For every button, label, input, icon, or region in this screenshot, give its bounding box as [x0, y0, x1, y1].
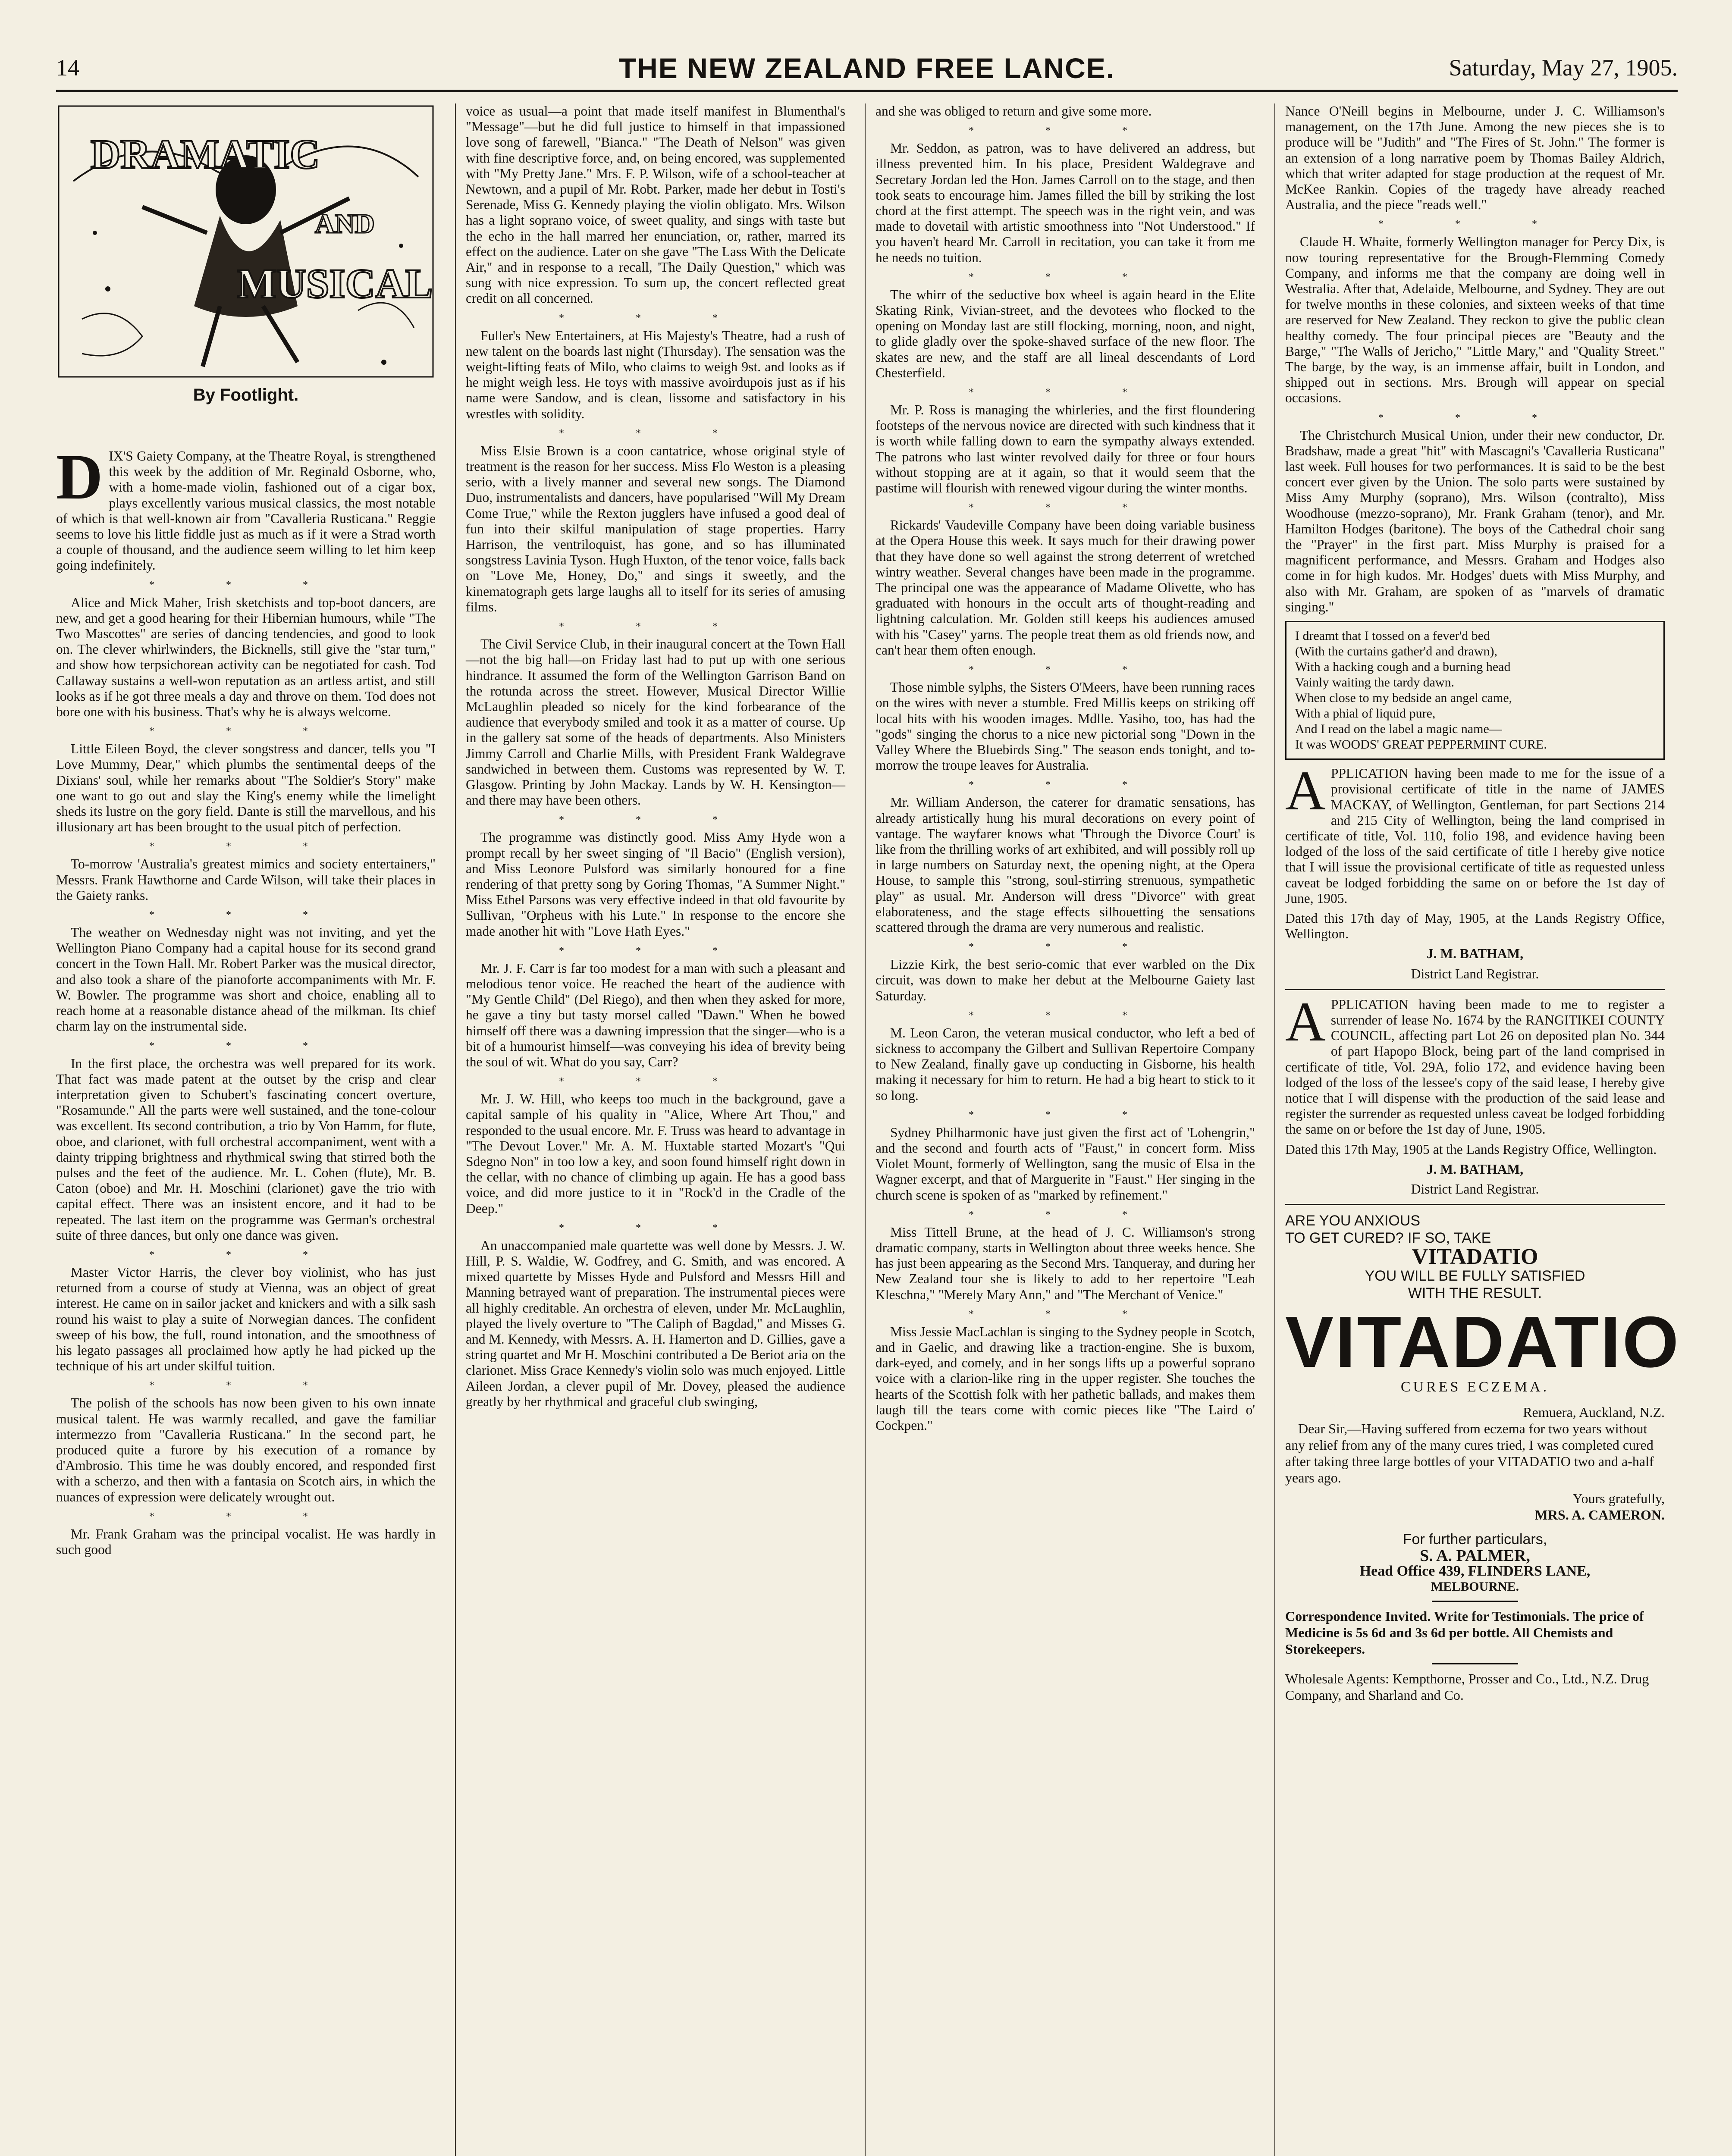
article-paragraph: Mr. J. W. Hill, who keeps too much in the background, gave a capital sample of his quality in "Alice, Where Art Thou," and responded to the usual encore. Mr. F. Truss was heard to advantage in "The Devout Lover." Mr. A. M. Huxtable started Mozart's "Qui Sdegno Non" in too low a key, and soon found himself right down in the cellar, with no chance of climbing up again. He has a good bass voice, and did more justice to it in "Rock'd in the Cradle of the Deep."	[466, 1091, 845, 1216]
article-paragraph: Mr. P. Ross is managing the whirleries, and the first floundering footsteps of the nervous novice are directed with such kindness that it is worth while falling down to earn the sympathy always extended. The patrons who last winter revolved daily for three or four hours without stopping are at it again, so that it would seem that the pastime will flourish with renewed vigour during the winter months.	[875, 402, 1255, 496]
ad-city: MELBOURNE.	[1431, 1579, 1519, 1594]
section-separator: * * *	[149, 579, 342, 591]
drop-cap: D	[56, 441, 103, 513]
ad-agent: S. A. PALMER,	[1420, 1546, 1530, 1565]
section-separator: * * *	[149, 1380, 342, 1391]
poem-line: It was WOODS' GREAT PEPPERMINT CURE.	[1295, 737, 1547, 752]
section-separator: * * *	[969, 387, 1162, 398]
article-paragraph: Nance O'Neill begins in Melbourne, under J. C. Williamson's management, on the 17th June. Among the new pieces she is to produce will be "Judith" and "The Fires of St. John." The former is an extension of a long narrative poem by Thomas Bailey Aldrich, which that writer adapted for stage production at the request of Mr. McKee Rankin. Copies of the tragedy have already reached Australia, and the piece "reads well."	[1285, 103, 1665, 213]
section-separator: * * *	[149, 1040, 342, 1052]
column-divider	[1274, 103, 1275, 2156]
divider	[1432, 1601, 1518, 1602]
section-separator: * * *	[969, 271, 1162, 283]
section-separator: * * *	[559, 1222, 752, 1234]
ad-correspondence: Correspondence Invited. Write for Testimonials. The price of Medicine is 5s 6d and 3s 6d per bottle. All Chemists and Storekeepers.	[1285, 1608, 1644, 1657]
notice-drop-cap: A	[1285, 990, 1326, 1053]
section-separator: * * *	[559, 427, 752, 439]
article-paragraph: Lizzie Kirk, the best serio-comic that ever warbled on the Dix circuit, was down to make her debut at the Melbourne Gaiety last Saturday.	[875, 957, 1255, 1003]
article-paragraph: In the first place, the orchestra was well prepared for its work. That fact was made patent at the outset by the crisp and clear interpretation given to Schubert's fascinating concert overture, "Rosamunde." All the parts were well sustained, and the tone-colour was excellent. Its second contribution, a trio by Von Hamm, for flute, oboe, and clarionet, with full orchestral accompaniment, went with a dainty tripping brightness and rhythmical swing that stirred both the pulses and the feet of the audience. Mr. L. Cohen (flute), Mr. B. Caton (oboe) and Mr. H. Moschini (clarionet) gave the trio with capital effect. There was an insistent encore, and it had to be repeated. The last item on the programme was German's orchestral suite of three dances, but only one dance was given.	[56, 1056, 436, 1243]
ad-particulars: For further particulars,	[1403, 1531, 1547, 1548]
article-paragraph: Miss Jessie MacLachlan is singing to the Sydney people in Scotch, and in Gaelic, and drawing like a traction-engine. She is buxom, dark-eyed, and comely, and in her songs lifts up a powerful soprano voice with a clarion-like ring in the upper register. She touches the hearts of the Scottish folk with her pathetic ballads, and makes them laugh till the tears come with comic pieces like "The Laird o' Cockpen."	[875, 1324, 1255, 1433]
section-separator: * * *	[1378, 219, 1572, 230]
section-separator: * * *	[969, 779, 1162, 791]
notice-dated: Dated this 17th day of May, 1905, at the Lands Registry Office, Wellington.	[1285, 910, 1665, 942]
land-registry-notice	[1285, 760, 1665, 982]
article-paragraph: Mr. Frank Graham was the principal vocalist. He was hardly in such good	[56, 1526, 436, 1557]
article-paragraph: Claude H. Whaite, formerly Wellington manager for Percy Dix, is now touring representative for the Brough-Flemming Comedy Company, and informs me that the company are doing well in Westralia. After that, Adelaide, Melbourne, and Sydney. They are out for twelve months in these colonies, and sixteen weeks of that time are reserved for New Zealand. They reckon to give the public clean healthy comedy. The four principal pieces are "Beauty and the Barge," "The Walls of Jericho," "Little Mary," and "Quality Street." The barge, by the way, is an immense affair, built in London, and shipped out in sections. Mrs. Brough will appear on special occasions.	[1285, 234, 1665, 406]
poem-line: (With the curtains gather'd and drawn),	[1295, 644, 1498, 659]
poem-line: Vainly waiting the tardy dawn.	[1295, 675, 1455, 690]
section-separator: * * *	[559, 621, 752, 633]
section-separator: * * *	[149, 909, 342, 921]
section-separator: * * *	[149, 1249, 342, 1260]
article-paragraph: The programme was distinctly good. Miss Amy Hyde won a prompt recall by her sweet singing of "Il Bacio" (English version), and Miss Leonore Pulsford was similarly honoured for a fine rendering of that pretty song by Goring Thomas, "A Summer Night." Miss Ethel Parsons was very effective indeed in that old favourite by Sullivan, "Orpheus with his Lute." In response to the encore she made another hit with "Love Hath Eyes."	[466, 830, 845, 939]
ad-cures: CURES ECZEMA.	[1400, 1379, 1550, 1395]
poem-line: When close to my bedside an angel came,	[1295, 691, 1512, 705]
notice-role: District Land Registrar.	[1411, 966, 1539, 981]
notice-signature: J. M. BATHAM,	[1426, 946, 1524, 962]
section-separator: * * *	[969, 125, 1162, 137]
section-separator: * * *	[149, 726, 342, 737]
article-paragraph: Alice and Mick Maher, Irish sketchists and top-boot dancers, are new, and get a good hearing for their Hibernian humours, while "The Two Mascottes" are series of dancing tendencies, and good to look on. The clever whirlwinders, the Bicknells, still give the "star turn," and show how terpsichorean activity can be negotiated for cash. Tod Callaway sustains a well-won reputation as an artless artist, and still looks as if he got three meals a day and throve on them. Tod does not bore one with his business. That's why he is always welcome.	[56, 595, 436, 720]
section-separator: * * *	[969, 502, 1162, 514]
section-separator: * * *	[559, 814, 752, 826]
article-paragraph: Mr. Seddon, as patron, was to have delivered an address, but illness prevented him. In his place, President Waldegrave and Secretary Jordan led the Hon. James Carroll on to the stage, and then took seats to encourage him. James filled the bill by striking the lost chord at the first attempt. The speech was in the right vein, and was made to dovetail with artistic smoothness into "Not Understood." If you haven't heard Mr. Carroll in recitation, you can take it from me he needs no tuition.	[875, 141, 1255, 265]
paper-name: THE NEW ZEALAND FREE LANCE.	[618, 52, 1115, 84]
column-2	[466, 103, 845, 1414]
logo-word-and: AND	[315, 208, 375, 239]
divider	[1285, 989, 1665, 990]
ad-brand-large: VITADATIO	[1285, 1301, 1681, 1383]
poem-line: And I read on the label a magic name—	[1295, 722, 1502, 736]
notice-signature: J. M. BATHAM,	[1426, 1161, 1524, 1177]
article-paragraph: The weather on Wednesday night was not inviting, and yet the Wellington Piano Company had a capital house for its second grand concert in the Town Hall. Mr. Robert Parker was the musical director, and also took a share of the pianoforte accompaniments with Mr. F. W. Bowler. The programme was short and choice, enabling all to reach home at a reasonable distance ahead of the milkman. Its chief charm lay on the instrumental side.	[56, 925, 436, 1034]
article-paragraph: Little Eileen Boyd, the clever songstress and dancer, tells you "I Love Mummy, Dear," which plumbs the sentimental deeps of the Dixians' soul, while her remarks about "The Soldier's Story" make one want to go out and slay the King's enemy while the limelight sheds its lustre on the gory field. Dante is still the marvellous, and his illusionary art has been brought to the usual pitch of perfection.	[56, 741, 436, 835]
notice-role: District Land Registrar.	[1411, 1181, 1539, 1197]
article-paragraph: M. Leon Caron, the veteran musical conductor, who left a bed of sickness to accompany the Gilbert and Sullivan Repertoire Company to New Zealand, finally gave up conducting in Gisborne, his health making it necessary for him to return. He had a big heart to stick to it so long.	[875, 1025, 1255, 1103]
section-separator: * * *	[969, 1209, 1162, 1220]
section-separator: * * *	[559, 945, 752, 956]
article-paragraph: voice as usual—a point that made itself manifest in Blumenthal's "Message"—but he did full justice to himself in that impassioned love song of farewell, "Bianca." "The Death of Nelson" was given with fine descriptive force, and, on being encored, was supplemented with "My Pretty Jane." Mrs. F. P. Wilson, wife of a school-teacher at Newtown, and a pupil of Mr. Robt. Parker, made her debut in Tosti's Serenade, Miss G. Kennedy playing the violin obligato. Mrs. Wilson has a light soprano voice, of sweet quality, and sings with taste but the echo in the hall marred her enunciation, or, rather, marred its effect on the audience. Later on she gave "The Lass With the Delicate Air," and in response to a recall, 'The Daily Question," which was sung with nice expression. To sum up, the concert reflected great credit on all concerned.	[466, 103, 845, 306]
section-separator: * * *	[1378, 412, 1572, 423]
section-separator: * * *	[969, 1308, 1162, 1320]
byline: By Footlight.	[193, 385, 299, 404]
article-paragraph: Rickards' Vaudeville Company have been doing variable business at the Opera House this week. It says much for their drawing power that they have done so well against the strong deterrent of wretched wintry weather. Several changes have been made in the programme. The principal one was the appearance of Madame Olivette, who has graduated with honours in the occult arts of thought-reading and lightning calculation. Mr. Golden still keeps his audiences amused with his "Casey" yarns. The people treat them as old friends now, and can't hear them often enough.	[875, 517, 1255, 658]
issue-date: Saturday, May 27, 1905.	[1449, 55, 1678, 81]
ad-line: WITH THE RESULT.	[1408, 1285, 1542, 1302]
article-paragraph: Miss Tittell Brune, at the head of J. C. Williamson's strong dramatic company, starts in Wellington about three weeks hence. She has just been appearing as the Second Mrs. Tanqueray, and during her New Zealand tour she is likely to add to her repertoire "Leah Kleschna," "Merely Mary Ann," and "The Merchant of Venice."	[875, 1224, 1255, 1302]
divider	[1285, 1204, 1665, 1205]
masthead	[56, 52, 1678, 86]
ad-testimonial	[1285, 1404, 1665, 1523]
vitadatio-advertisement	[1285, 1212, 1681, 1703]
ad-line: ARE YOU ANXIOUS	[1285, 1213, 1421, 1229]
testimonial-text: Dear Sir,—Having suffered from eczema for two years without any relief from any of the many cures tried, I was completed cured after taking three large bottles of your VITADATIO two and a-half years ago.	[1285, 1420, 1654, 1485]
dancer-illustration	[56, 103, 436, 379]
notice-dated: Dated this 17th May, 1905 at the Lands Registry Office, Wellington.	[1285, 1141, 1657, 1157]
article-paragraph: The polish of the schools has now been given to his own innate musical talent. He was warmly recalled, and gave the familiar intermezzo from "Cavalleria Rusticana." In the second part, he produced quite a furore by his execution of a romance by d'Ambrosio. This time he was doubly encored, and responded first with a scherzo, and then with a fantasia on Scotch airs, in which the nuances of expression were delicately wrought out.	[56, 1395, 436, 1504]
article-paragraph: Master Victor Harris, the clever boy violinist, who has just returned from a course of study at Vienna, was an object of great interest. He came on in sailor jacket and knickers and with a silk sash round his waist to play a suite of Norwegian dances. The confident sweep of his bow, the full, round intonation, and the smoothness of his legato passages all proclaimed how aptly he had picked up the technique of his art under skilful tuition.	[56, 1264, 436, 1374]
peppermint-cure-poem	[1285, 621, 1665, 760]
divider	[1432, 1663, 1518, 1664]
page-number: 14	[56, 55, 79, 81]
ad-brand-small: VITADATIO	[1412, 1244, 1538, 1269]
poem-line: With a phial of liquid pure,	[1295, 706, 1436, 721]
testimonial-signer: MRS. A. CAMERON.	[1534, 1507, 1665, 1523]
testimonial-closing: Yours gratefully,	[1572, 1490, 1665, 1506]
article-paragraph: Those nimble sylphs, the Sisters O'Meers, have been running races on the wires with never a stumble. Fred Millis keeps on striking off local hits with his wooden images. Mdlle. Yasiho, too, has had the "gods" singing the chorus to a nice new pictorial song "Down in the Valley Where the Bluebirds Sing." The season ends tonight, and to-morrow the troupe leaves for Australia.	[875, 680, 1255, 773]
article-paragraph: Mr. J. F. Carr is far too modest for a man with such a pleasant and melodious tenor voice. He reached the heart of the audience with "My Gentle Child" (Del Riego), and then when they asked for more, he gave a tiny but tasty morsel called "Dawn." When he bowed himself off there was a dawning impression that the singer—who is a bit of a humourist himself—was conveying his idea of brevity being the soul of wit. What do you say, Carr?	[466, 960, 845, 1069]
ad-line: TO GET CURED? IF SO, TAKE	[1285, 1230, 1491, 1247]
article-paragraph: To-morrow 'Australia's greatest mimics and society entertainers," Messrs. Frank Hawthorne and Carde Wilson, will take their places in the Gaiety ranks.	[56, 856, 436, 903]
ad-line: YOU WILL BE FULLY SATISFIED	[1365, 1268, 1585, 1285]
article-paragraph: The Civil Service Club, in their inaugural concert at the Town Hall—not the big hall—on Friday last had to put up with one serious hindrance. It assumed the form of the Wellington Garrison Band on the rotunda across the street. However, Musical Director Willie McLaughlin pleaded so nicely for the kind forbearance of the audience that everybody smiled and took it as a matter of course. Up in the gallery sat some of the heads of departments. Also Ministers Jimmy Carroll and Charlie Mills, with President Frank Waldegrave sandwiched in between them. Customs was represented by W. T. Glasgow. Printing by John Mackay. Lands by W. H. Kensington—and there may have been others.	[466, 636, 845, 808]
article-paragraph: An unaccompanied male quartette was well done by Messrs. J. W. Hill, P. S. Waldie, W. Godfrey, and G. Smith, and was encored. A mixed quartette by Misses Hyde and Pulsford and Messrs Hill and Manning betrayed want of preparation. The instrumental pieces were all highly creditable. An orchestra of eleven, under Mr. McLaughlin, played the lively overture to "The Caliph of Bagdad," and Misses G. and M. Kennedy, with Messrs. A. H. Hamerton and D. Gillies, gave a string quartet and Mr H. Moschini contributed a De Beriot aria on the clarionet. Miss Grace Kennedy's violin solo was much enjoyed. Little Aileen Jordan, a clever pupil of Mr. Dovey, pleased the audience greatly by her rhythmical and graceful club swinging,	[466, 1238, 845, 1409]
section-separator: * * *	[149, 841, 342, 852]
poem-line: With a hacking cough and a burning head	[1295, 660, 1511, 674]
column-3	[875, 103, 1255, 1438]
masthead-rule	[56, 90, 1678, 92]
article-paragraph: and she was obliged to return and give some more.	[875, 103, 1152, 119]
section-separator: * * *	[149, 1510, 342, 1522]
notice-text: APPLICATION having been made to me for the issue of a provisional certificate of title in the name of JAMES MACKAY, of Wellington, Gentleman, for part Sections 214 and 215 City of Wellington, being the land comprised in certificate of title, Vol. 110, folio 198, and evidence having been lodged of the loss of the said certificate of title I hereby give notice that I will issue the provisional certificate of title as requested unless caveat be lodged forbidding the same on or before the 1st day of June, 1905.	[1285, 760, 1665, 906]
section-separator: * * *	[969, 1109, 1162, 1121]
land-registry-notice	[1285, 990, 1665, 1197]
column-divider	[865, 103, 866, 2156]
column-4	[1285, 103, 1681, 1703]
logo-word-musical: MUSICAL	[237, 260, 433, 307]
notice-drop-cap: A	[1285, 760, 1326, 822]
article-paragraph: The Christchurch Musical Union, under their new conductor, Dr. Bradshaw, made a great "hit" with Mascagni's 'Cavalleria Rusticana" last week. Full houses for two performances. It is said to be the best concert ever given by the Union. The solo parts were sustained by Miss Amy Murphy (soprano), Mrs. Wilson (contralto), Miss Woodhouse (mezzo-soprano), Mr. Frank Graham (tenor), and Mr. Hamilton Hodges (baritone). The boys of the Cathedral choir sang the "Prayer" in the first part. Miss Murphy is praised for a magnificent performance, and Messrs. Graham and Hodges also come in for high kudos. Mr. Hodges' duets with Miss Murphy, and also with Mr. Graham, are spoken of as "marvels of dramatic singing."	[1285, 427, 1665, 614]
article-paragraph: DIX'S Gaiety Company, at the Theatre Royal, is strengthened this week by the addition of Mr. Reginald Osborne, who, with a home-made violin, fashioned out of a cigar box, plays excellently various musical classics, the most notable of which is that well-known air from "Cavalleria Rusticana." Reggie seems to love his little fiddle just as much as if it were a Strad worth a couple of thousand, and the audience seem willing to let him keep going indefinitely.	[56, 441, 436, 573]
article-paragraph: Mr. William Anderson, the caterer for dramatic sensations, has already artistically hung his mural decorations on every point of vantage. The wayfarer knows what 'Through the Divorce Court' is like from the thrilling works of art exhibited, and will possibly roll up in large numbers on Saturday next, the opening night, at the Opera House, to sample this "strong, soul-stirring strenuous, sympathetic play" as usual. Mr. Anderson will dress "Divorce" with great elaborateness, and the stage effects silhouetting the sensations scattered through the drama are very numerous and realistic.	[875, 795, 1255, 935]
column-divider	[455, 103, 456, 2156]
section-separator: * * *	[969, 941, 1162, 953]
section-separator: * * *	[559, 312, 752, 324]
column-1	[56, 103, 436, 1562]
logo-word-dramatic: DRAMATIC	[91, 131, 320, 177]
article-paragraph: Sydney Philharmonic have just given the first act of 'Lohengrin," and the second and fourth acts of "Faust," in concert form. Miss Violet Mount, formerly of Wellington, sang the music of Elsa in the Wagner excerpt, and that of Marguerite in "Faust." Her singing in the church scene is spoken of as "marked by refinement."	[875, 1125, 1255, 1203]
section-separator: * * *	[559, 1076, 752, 1087]
testimonial-place: Remuera, Auckland, N.Z.	[1523, 1404, 1665, 1420]
dramatic-musical-logo	[56, 103, 436, 448]
section-separator: * * *	[969, 1009, 1162, 1021]
article-paragraph: The whirr of the seductive box wheel is again heard in the Elite Skating Rink, Vivian-street, and the devotees who flocked to the opening on Monday last are still flocking, morning, noon, and night, to glide gladly over the spoke-shaved surface of the new floor. The skates are new, and the staff are all lineal descendants of Lord Chesterfield.	[875, 287, 1255, 380]
article-paragraph: Fuller's New Entertainers, at His Majesty's Theatre, had a rush of new talent on the boards last night (Thursday). The sensation was the weight-lifting feats of Milo, who claims to weigh 9st. and looks as if he might weigh less. He toys with massive avoirdupois just as if his name were Sandow, and is clean, lissome and satisfactory in his wrestles with solidity.	[466, 328, 845, 421]
section-separator: * * *	[969, 664, 1162, 676]
ad-wholesale: Wholesale Agents: Kempthorne, Prosser and Co., Ltd., N.Z. Drug Company, and Sharland and Co.	[1285, 1671, 1649, 1703]
ad-office: Head Office 439, FLINDERS LANE,	[1359, 1563, 1591, 1579]
notice-text: APPLICATION having been made to me to register a surrender of lease No. 1674 by the RANGITIKEI COUNTY COUNCIL, affecting part Lot 26 on deposited plan No. 344 of part Hapopo Block, being part of the land comprised in certificate of title, Vol. 29A, folio 172, and evidence having been lodged of the loss of the lessee's copy of the said lease, I hereby give notice that I will dispense with the production of the said lease and register the surrender as requested unless caveat be lodged forbidding the same on or before the 1st day of June, 1905.	[1285, 990, 1665, 1137]
poem-line: I dreamt that I tossed on a fever'd bed	[1295, 629, 1490, 643]
article-paragraph: Miss Elsie Brown is a coon cantatrice, whose original style of treatment is the reason for her success. Miss Flo Weston is a pleasing serio, with a lively manner and several new songs. The Diamond Duo, instrumentalists and dancers, have popularised "Will My Dream Come True," while the Rexton jugglers have infused a good deal of fun into their skilful manipulation of stage properties. Harry Harrison, the ventriloquist, has gone, and so has illuminated songstress Lavinia Tyson. Hugh Huxton, of the tenor voice, falls back on "Love Me, Honey, Do," and sings it sweetly, and the kinematograph gets large laughs all to itself for its series of amusing films.	[466, 443, 845, 614]
